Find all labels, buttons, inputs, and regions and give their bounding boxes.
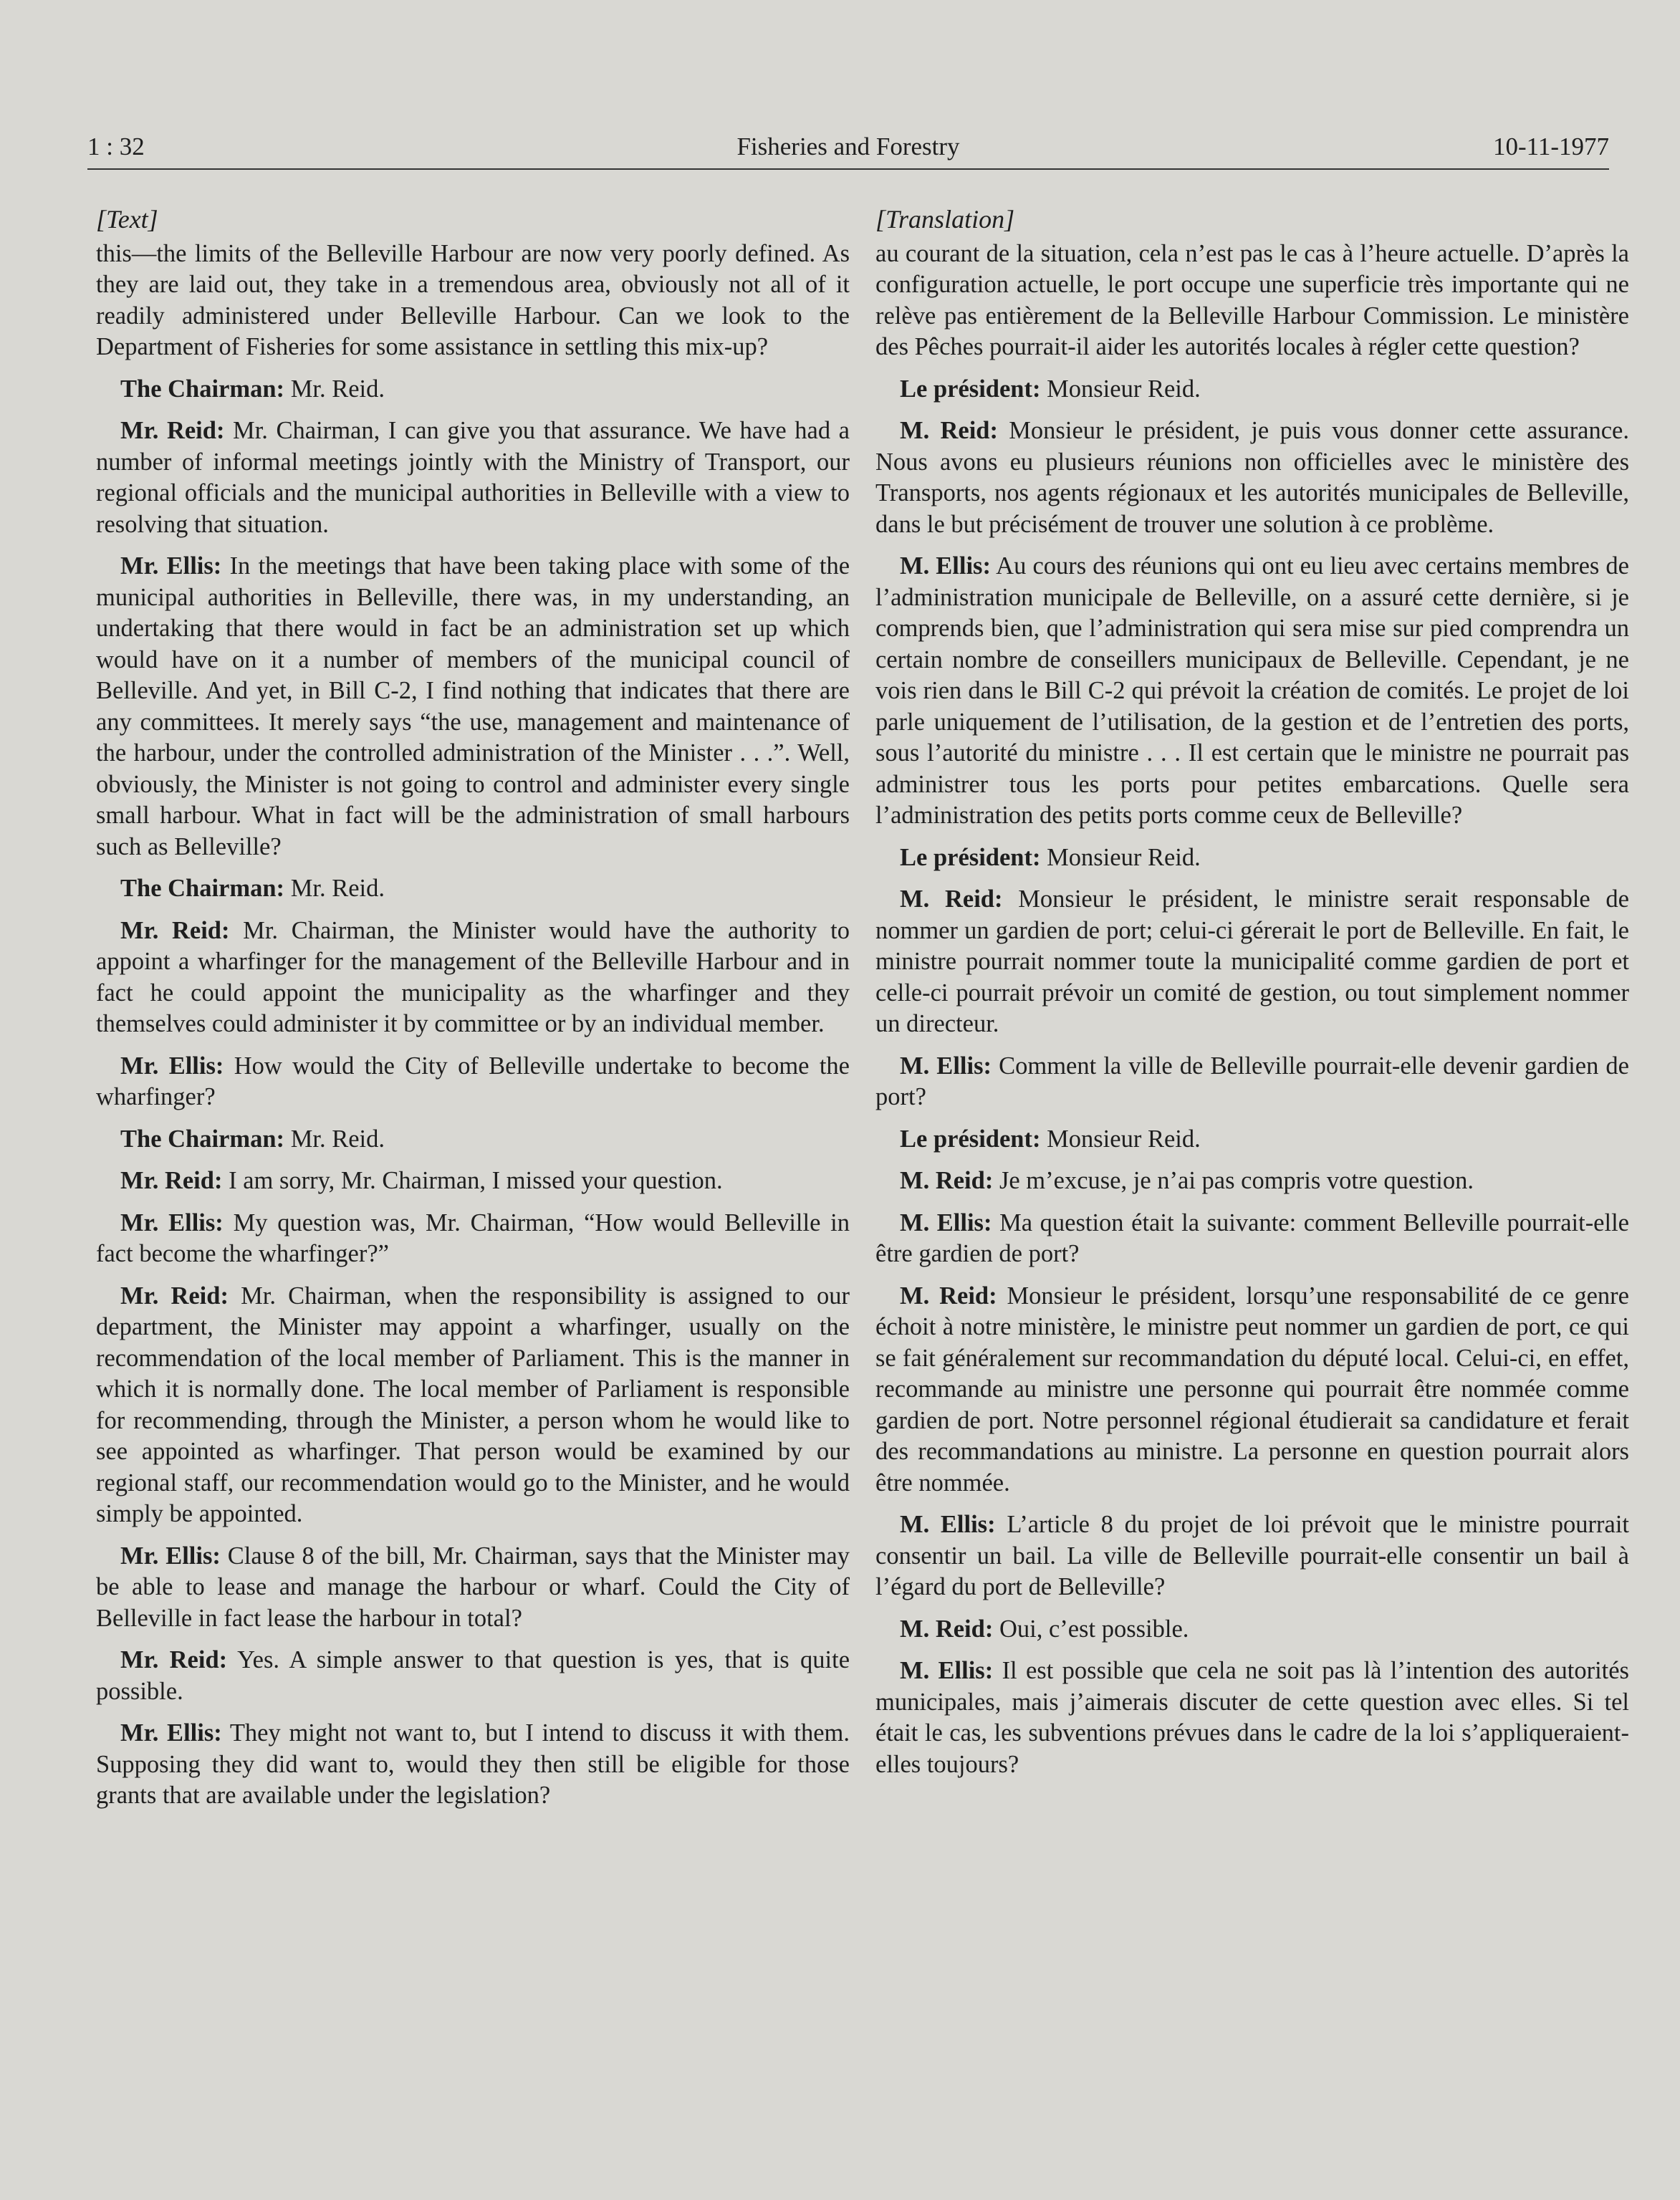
- speaker-name: M. Reid:: [900, 1282, 997, 1310]
- transcript-paragraph: [875, 1656, 1629, 1780]
- speech-text: Mr. Reid.: [284, 875, 385, 902]
- speech-text: Yes. A simple answer to that question is yes, that is quite possible.: [96, 1646, 850, 1705]
- speech-text: Monsieur le président, le ministre serait responsable de nommer un gardien de port; celui-ci gérerait le port de Belleville. En fait, le ministre pourrait nommer toute la municipalité comme gardien de port et celle-ci pourrait prévoir un comité de gestion, ou tout simplement nommer un directeur.: [875, 885, 1629, 1037]
- speech-text: Mr. Reid.: [284, 375, 385, 403]
- transcript-paragraph: [96, 1645, 850, 1707]
- committee-title: Fisheries and Forestry: [736, 133, 960, 160]
- french-column: [875, 204, 1629, 1791]
- page-number: 1 : 32: [87, 133, 145, 160]
- speaker-name: M. Reid:: [900, 1167, 994, 1194]
- transcript-paragraph: [875, 1614, 1629, 1646]
- speaker-name: M. Ellis:: [900, 1209, 992, 1236]
- transcript-paragraph: [96, 1718, 850, 1812]
- speaker-name: M. Ellis:: [900, 1052, 992, 1080]
- speaker-name: Mr. Reid:: [120, 1167, 223, 1194]
- speech-text: au courant de la situation, cela n’est pas le cas à l’heure actuelle. D’après la configuration actuelle, le port occupe une superficie très importante qui ne relève pas entièrement de la Belleville Harbour Commission. Le ministère des Pêches pourrait-il aider les autorités locales à régler cette question?: [875, 239, 1629, 360]
- speech-text: Ma question était la suivante: comment Belleville pourrait-elle être gardien de port?: [875, 1209, 1629, 1267]
- transcript-paragraph: [96, 916, 850, 1040]
- speech-text: L’article 8 du projet de loi prévoit que le ministre pourrait consentir un bail. La ville de Belleville pourrait-elle consentir un bail à l’égard du port de Belleville?: [875, 1511, 1629, 1600]
- running-header: [87, 125, 1609, 170]
- speech-text: this—the limits of the Belleville Harbour are now very poorly defined. As they are laid out, they take in a tremendous area, obviously not all of it readily administered under Belleville Harbour. Can we look to the Department of Fisheries for some assistance in settling this mix-up?: [96, 239, 850, 360]
- transcript-paragraph: [875, 551, 1629, 832]
- speaker-name: M. Ellis:: [900, 1657, 994, 1684]
- speech-text: My question was, Mr. Chairman, “How would Belleville in fact become the wharfinger?”: [96, 1209, 850, 1267]
- speech-text: Monsieur Reid.: [1040, 375, 1201, 403]
- speech-text: Il est possible que cela ne soit pas là l’intention des autorités municipales, mais j’aimerais discuter de cette question avec elles. Si tel était le cas, les subventions prévues dans le cadre de la loi s’appliqueraient-elles toujours?: [875, 1657, 1629, 1778]
- speech-text: Oui, c’est possible.: [993, 1615, 1189, 1643]
- speech-text: Comment la ville de Belleville pourrait-elle devenir gardien de port?: [875, 1052, 1629, 1110]
- transcript-paragraph: [96, 1051, 850, 1113]
- speaker-name: M. Reid:: [900, 1615, 994, 1643]
- speech-text: Mr. Reid.: [284, 1125, 385, 1153]
- speaker-name: Mr. Ellis:: [120, 552, 222, 580]
- speech-text: Monsieur Reid.: [1040, 843, 1201, 871]
- transcript-paragraph: [875, 1166, 1629, 1197]
- speaker-name: M. Reid:: [900, 885, 1003, 913]
- speaker-name: Mr. Ellis:: [120, 1209, 224, 1236]
- speaker-name: Mr. Reid:: [120, 417, 225, 444]
- speaker-name: Mr. Ellis:: [120, 1719, 222, 1747]
- transcript-paragraph: [96, 415, 850, 540]
- speech-text: Monsieur le président, je puis vous donner cette assurance. Nous avons eu plusieurs réunions non officielles avec le ministère des Transports, nos agents régionaux et les autorités municipales de Belleville, dans le but précisément de trouver une solution à ce problème.: [875, 417, 1629, 538]
- speaker-name: Le président:: [900, 1125, 1041, 1153]
- speech-text: Je m’excuse, je n’ai pas compris votre question.: [993, 1167, 1474, 1194]
- transcript-paragraph: [96, 1208, 850, 1270]
- speech-text: Mr. Chairman, when the responsibility is assigned to our department, the Minister may appoint a wharfinger, usually on the recommendation of the local member of Parliament. This is the manner in which it is normally done. The local member of Parliament is responsible for recommending, through the Minister, a person whom he would like to see appointed as wharfinger. That person would be examined by our regional staff, our recommendation would go to the Minister, and he would simply be appointed.: [96, 1282, 850, 1527]
- speech-text: Mr. Chairman, the Minister would have the authority to appoint a wharfinger for the management of the Belleville Harbour and in fact he could appoint the municipality as the wharfinger and they themselves could administer it by committee or by an individual member.: [96, 916, 850, 1037]
- speech-text: Clause 8 of the bill, Mr. Chairman, says that the Minister may be able to lease and manage the harbour or wharf. Could the City of Belleville in fact lease the harbour in total?: [96, 1542, 850, 1632]
- speaker-name: Mr. Ellis:: [120, 1542, 221, 1570]
- transcript-paragraph: [875, 1124, 1629, 1156]
- speaker-name: M. Ellis:: [900, 552, 991, 580]
- speaker-name: The Chairman:: [120, 1125, 285, 1153]
- speech-text: How would the City of Belleville undertake to become the wharfinger?: [96, 1052, 850, 1110]
- speaker-name: Mr. Ellis:: [120, 1052, 224, 1080]
- transcript-paragraph: [96, 873, 850, 905]
- transcript-paragraph: [96, 1166, 850, 1197]
- transcript-paragraph: [875, 239, 1629, 363]
- speaker-name: Mr. Reid:: [120, 1646, 228, 1673]
- speech-text: Monsieur le président, lorsqu’une responsabilité de ce genre échoit à notre ministère, le ministre peut nommer un gardien de port, ce qui se fait généralement sur recommandation du député local. Celui-ci, en effet, recommande au ministre une personne qui pourrait être nommée comme gardien de port. Notre personnel régional étudierait sa candidature et ferait des recommandations au ministre. La personne en question pourrait alors être nommée.: [875, 1282, 1629, 1497]
- transcript-paragraph: [96, 239, 850, 363]
- transcript-paragraph: [96, 1124, 850, 1156]
- speech-text: Mr. Chairman, I can give you that assurance. We have had a number of informal meetings jointly with the Ministry of Transport, our regional officials and the municipal authorities in Belleville with a view to resolving that situation.: [96, 417, 850, 538]
- transcript-paragraph: [875, 1281, 1629, 1499]
- speech-text: Au cours des réunions qui ont eu lieu avec certains membres de l’administration municipale de Belleville, on a assuré cette dernière, si je comprends bien, que l’administration qui sera mise sur pied comprendra un certain nombre de conseillers municipaux de Belleville. Cependant, je ne vois rien dans le Bill C-2 qui prévoit la création de comités. Le projet de loi parle uniquement de l’utilisation, de la gestion et de l’entretien des ports, sous l’autorité du ministre . . . Il est certain que le ministre ne pourrait pas administrer tous les ports pour petites embarcations. Quelle sera l’administration des petits ports comme ceux de Belleville?: [875, 552, 1629, 829]
- speech-text: I am sorry, Mr. Chairman, I missed your question.: [222, 1167, 723, 1194]
- speaker-name: Mr. Reid:: [120, 916, 230, 944]
- speaker-name: M. Ellis:: [900, 1511, 996, 1538]
- speaker-name: The Chairman:: [120, 375, 285, 403]
- sitting-date: 10-11-1977: [1492, 133, 1609, 160]
- column-label-translation: [Translation]: [875, 205, 1015, 234]
- speaker-name: Le président:: [900, 843, 1041, 871]
- transcript-paragraph: [875, 415, 1629, 540]
- speech-text: In the meetings that have been taking place with some of the municipal authorities in Belleville, there was, in my understanding, an undertaking that there would in fact be an administration set up which would have on it a number of members of the municipal council of Belleville. And yet, in Bill C-2, I find nothing that indicates that there are any committees. It merely says “the use, management and maintenance of the harbour, under the controlled administration of the Minister . . .”. Well, obviously, the Minister is not going to control and administer every single small harbour. What in fact will be the administration of small harbours such as Belleville?: [96, 552, 850, 860]
- speech-text: They might not want to, but I intend to discuss it with them. Supposing they did want to, would they then still be eligible for those grants that are available under the legislation?: [96, 1719, 850, 1809]
- transcript-paragraph: [96, 1281, 850, 1530]
- column-label-text: [Text]: [96, 205, 158, 234]
- transcript-paragraph: [875, 1509, 1629, 1603]
- speaker-name: Le président:: [900, 375, 1041, 403]
- transcript-paragraph: [96, 551, 850, 863]
- speech-text: Monsieur Reid.: [1040, 1125, 1201, 1153]
- speaker-name: M. Reid:: [900, 417, 998, 444]
- speaker-name: Mr. Reid:: [120, 1282, 229, 1310]
- transcript-paragraph: [875, 1208, 1629, 1270]
- english-column: [96, 204, 850, 1822]
- transcript-paragraph: [875, 374, 1629, 405]
- transcript-paragraph: [875, 884, 1629, 1040]
- speaker-name: The Chairman:: [120, 875, 285, 902]
- transcript-paragraph: [875, 842, 1629, 874]
- transcript-paragraph: [875, 1051, 1629, 1113]
- transcript-paragraph: [96, 374, 850, 405]
- transcript-paragraph: [96, 1541, 850, 1635]
